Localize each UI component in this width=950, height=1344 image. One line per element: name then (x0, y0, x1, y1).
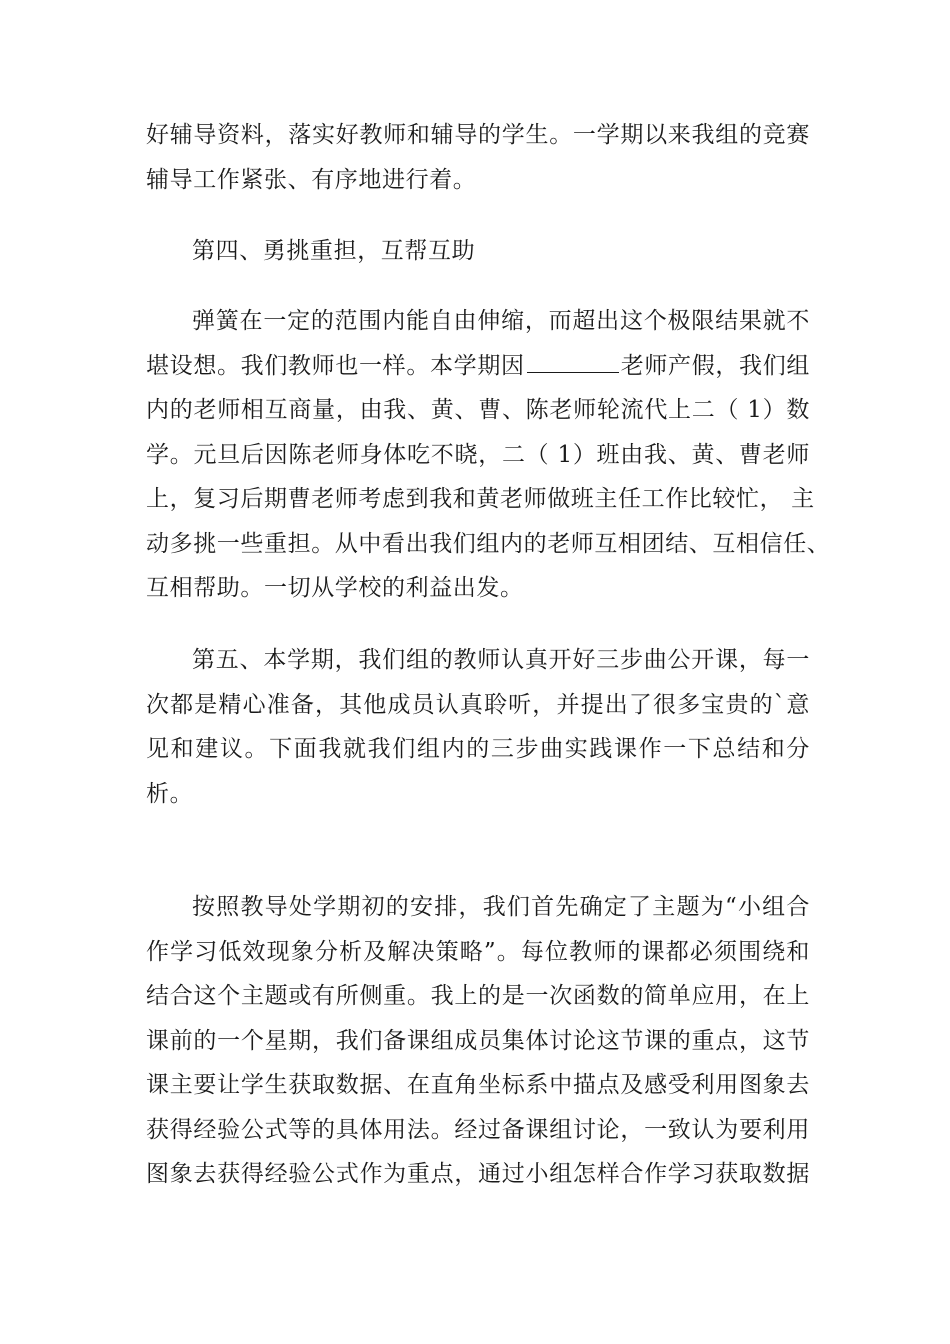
text-segment: 老师产假，我们组 (620, 352, 810, 379)
text-line-with-blank (146, 344, 810, 389)
text-line: 互相帮助。一切从学校的利益出发。 (146, 575, 524, 601)
text-line: 图象去获得经验公式作为重点，通过小组怎样合作学习获取数据 (146, 1161, 810, 1187)
text-line: 好辅导资料，落实好教师和辅导的学生。一学期以来我组的竞赛 (146, 122, 810, 148)
paragraph-open-classes (146, 638, 810, 816)
text-line: 学。元旦后因陈老师身体吃不晓，二（ 1）班由我、黄、曹老师 (146, 441, 810, 468)
text-line: 内的老师相互商量，由我、黄、曹、陈老师轮流代上二（ 1）数 (146, 397, 810, 423)
text-line: 辅导工作紧张、有序地进行着。 (146, 166, 477, 193)
section-heading-text: 第四、勇挑重担，互帮互助 (192, 238, 476, 264)
text-line: 按照教导处学期初的安排，我们首先确定了主题为“小组合 (192, 894, 810, 920)
text-line: 第五、本学期，我们组的教师认真开好三步曲公开课，每一 (192, 647, 810, 673)
text-line: 动多挑一些重担。从中看出我们组内的老师互相团结、互相信任、 (146, 530, 831, 557)
text-line: 见和建议。下面我就我们组内的三步曲实践课作一下总结和分 (146, 736, 810, 762)
text-line: 课前的一个星期，我们备课组成员集体讨论这节课的重点，这节 (146, 1027, 810, 1054)
text-line: 课主要让学生获取数据、在直角坐标系中描点及感受利用图象去 (146, 1072, 810, 1098)
text-line: 弹簧在一定的范围内能自由伸缩，而超出这个极限结果就不 (192, 308, 810, 334)
fill-in-blank (527, 350, 619, 373)
text-line: 上，复习后期曹老师考虑到我和黄老师做班主任工作比较忙， 主 (146, 486, 815, 512)
text-segment: 堪设想。我们教师也一样。本学期因 (146, 352, 525, 379)
paragraph-competition-tutoring (146, 113, 810, 202)
section-heading-fourth (146, 229, 810, 274)
text-line: 次都是精心准备，其他成员认真聆听，并提出了很多宝贵的`意 (146, 691, 810, 718)
paragraph-mutual-help (146, 299, 831, 611)
text-line: 获得经验公式等的具体用法。经过备课组讨论，一致认为要利用 (146, 1116, 810, 1143)
text-line: 析。 (146, 780, 194, 807)
paragraph-lesson-theme (146, 885, 810, 1197)
text-line: 结合这个主题或有所侧重。我上的是一次函数的简单应用，在上 (146, 983, 810, 1009)
text-line: 作学习低效现象分析及解决策略”。每位教师的课都必须围绕和 (146, 938, 810, 965)
